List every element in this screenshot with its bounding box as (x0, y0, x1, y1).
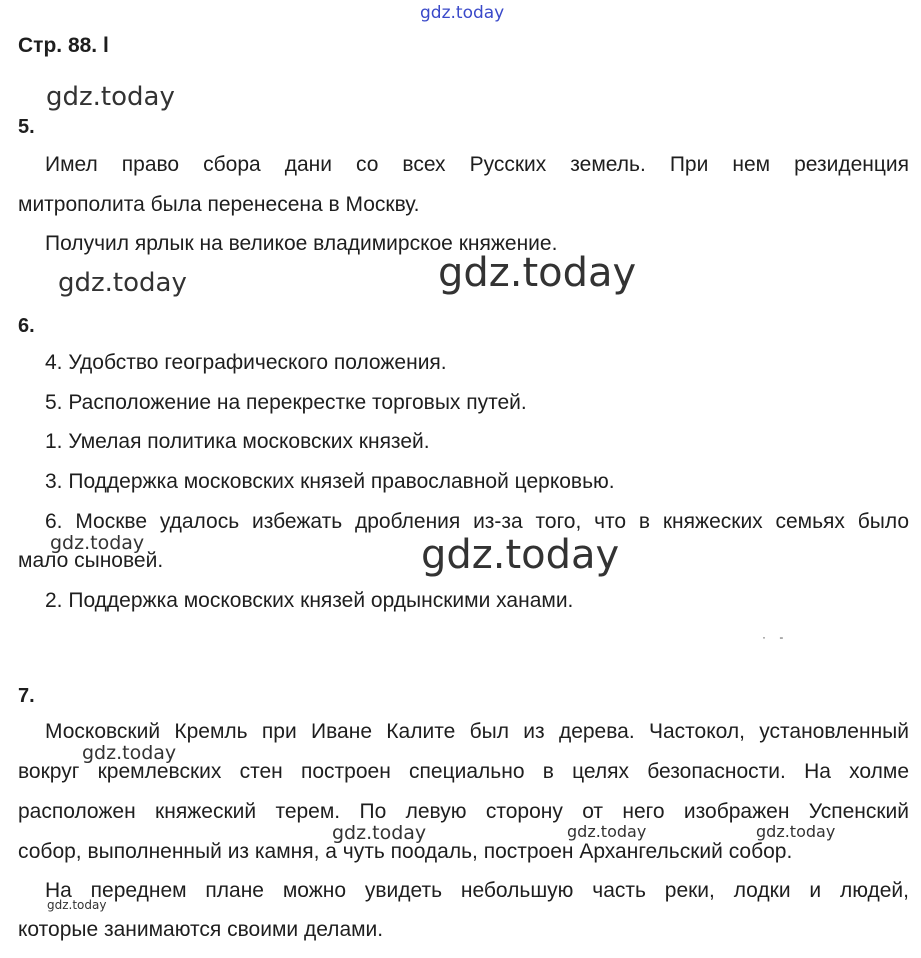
s6-item: 6. Москве удалось избежать дробления из-за того, что в княжеских семьях было (45, 510, 909, 533)
s7-paragraph-2-line-1: На переднем плане можно увидеть небольшую часть реки, лодки и людей, (45, 879, 909, 902)
s6-item: 1. Умелая политика московских князей. (45, 430, 430, 453)
s5-paragraph-1-line-2: митрополита была перенесена в Москву. (18, 193, 420, 216)
section-number-6: 6. (18, 315, 35, 337)
watermark-s6-large: gdz.today (421, 532, 620, 578)
s6-item-continuation: мало сыновей. (18, 549, 164, 572)
watermark-s7-d: gdz.today (756, 822, 836, 841)
s7-paragraph-2-line-2: которые занимаются своими делами. (18, 918, 384, 941)
section-number-7: 7. (18, 685, 35, 707)
s6-item: 2. Поддержка московских князей ордынскими ханами. (45, 589, 574, 612)
section-number-5: 5. (18, 116, 35, 138)
s7-paragraph-1-line-2: вокруг кремлевских стен построен специально в целях безопасности. На холме (18, 760, 909, 783)
watermark-top: gdz.today (420, 3, 505, 23)
watermark-s5-large: gdz.today (438, 250, 637, 296)
s7-paragraph-1-line-3: расположен княжеский терем. По левую сторону от него изображен Успенский (18, 800, 909, 823)
watermark-s7-a: gdz.today (82, 742, 177, 764)
watermark-after-title: gdz.today (46, 82, 175, 112)
watermark-s7-c: gdz.today (567, 822, 647, 841)
watermark-s6-small: gdz.today (50, 532, 145, 554)
stray-marks: · - (762, 630, 784, 644)
s6-item: 3. Поддержка московских князей православной церковью. (45, 470, 615, 493)
page-title: Стр. 88. l (18, 34, 109, 57)
s6-item: 5. Расположение на перекрестке торговых путей. (45, 391, 527, 414)
watermark-s7-e: gdz.today (47, 898, 107, 912)
s7-paragraph-1-line-1: Московский Кремль при Иване Калите был из дерева. Частокол, установленный (45, 720, 909, 743)
watermark-s7-b: gdz.today (332, 822, 427, 844)
s7-paragraph-1-line-4: собор, выполненный из камня, а чуть поодаль, построен Архангельский собор. (18, 840, 793, 863)
s5-paragraph-1-line-1: Имел право сбора дани со всех Русских земель. При нем резиденция (45, 153, 909, 176)
watermark-s5-small: gdz.today (58, 268, 187, 298)
s5-paragraph-2: Получил ярлык на великое владимирское княжение. (45, 232, 558, 255)
s6-item: 4. Удобство географического положения. (45, 351, 447, 374)
